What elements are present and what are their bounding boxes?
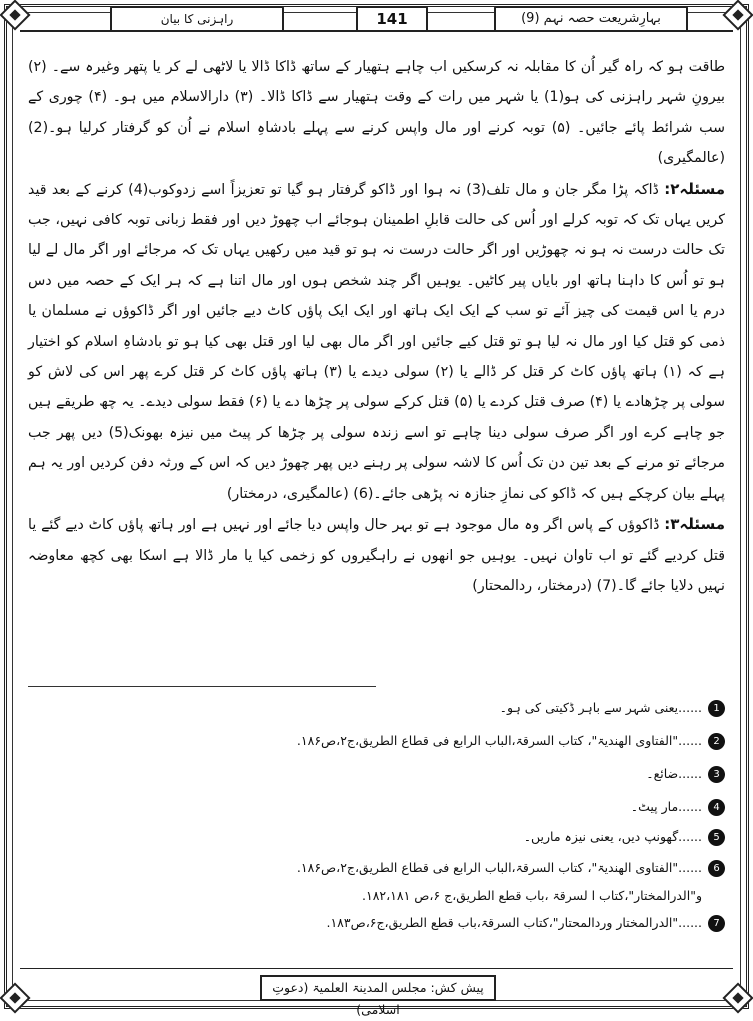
footnote-separator xyxy=(28,686,376,687)
masala-2-label: مسئلہ۲: xyxy=(664,179,725,198)
footnote-number: 7 xyxy=(708,915,725,932)
footnote-7 xyxy=(28,913,725,933)
footnote-1 xyxy=(28,698,725,718)
header-divider xyxy=(20,30,733,32)
footnote-text: ......"الدرالمختار وردالمحتار"،کتاب السرقۃ،باب قطع الطریق،ج۶،ص۱۸۳. xyxy=(326,915,702,930)
publisher-footer: پیش کش: مجلس المدینۃ العلمیۃ (دعوتِ اسلامی) xyxy=(260,975,496,1001)
masala-3-text: ڈاکوؤں کے پاس اگر وہ مال موجود ہے تو بہر حال واپس دیا جائے اور نہیں ہے اور ہاتھ پاؤں کاٹ دیے گئے یا قتل کردیے گئے تو اب تاوان نہیں۔ یوہیں جو انھوں نے راہگیروں کو زخمی کیا یا مار ڈالا ہے اسکا بھی کچھ معاوضہ نہیں دلایا جائے گا۔(7) (درمختار، ردالمحتار) xyxy=(28,517,725,594)
footnote-3 xyxy=(28,764,725,784)
footnote-text: ......"الفتاوی الھندیۃ"، کتاب السرقۃ،الباب الرابع فی قطاع الطریق،ج۲،ص۱۸۶. xyxy=(296,733,702,748)
masala-2-text: ڈاکہ پڑا مگر جان و مال تلف(3) نہ ہوا اور ڈاکو گرفتار ہو گیا تو تعزیزاً اسے زدوکوب(4) کرنے کے بعد قید کریں یہاں تک کہ توبہ کرلے اور اُس کی حالت قابلِ اطمینان ہوجائے اب چھوڑ دیں اور فقط زبانی توبہ کافی نہیں، جب تک حالت درست نہ ہو نہ چھوڑیں اور اگر حالت درست نہ ہو تو قید میں رکھیں یہاں تک کہ مرجائے اور اگر مال لے لیا ہو تو اُس کا داہنا ہاتھ اور بایاں پیر کاٹیں۔ یوہیں اگر چند شخص ہوں اور مال اتنا ہے کہ ہر ایک کے حصہ میں دس درم یا اس قیمت کی چیز آئے تو سب کے ایک ایک ہاتھ اور ایک ایک پاؤں کاٹ دیے جائیں اور اگر ڈاکوؤں نے مسلمان یا ذمی کو قتل کیا اور مال نہ لیا ہو تو قتل کیے جائیں اور اگر مال بھی لیا اور قتل بھی کیا ہو تو بادشاہِ اسلام کو اختیار ہے کہ (۱) ہاتھ پاؤں کاٹ کر قتل کر ڈالے یا (۲) سولی دیدے یا (۳) ہاتھ پاؤں کاٹ کر قتل کرے پھر اس کی لاش کو سولی پر چڑھادے یا (۴) صرف قتل کردے یا (۵) قتل کرکے سولی پر چڑھا دے یا (۶) فقط سولی دیدے۔ یہ چھ طریقے ہیں جو چاہے کرے اور اگر صرف سولی دینا چاہے تو اسے زندہ سولی پر چڑھا کر پیٹ میں نیزہ بھونک(5) دیں پھر جب مرجائے تو مرنے کے بعد تین دن تک اُس کا لاشہ سولی پر رہنے دیں پھر چھوڑ دیں کہ اس کے ورثہ دفن کردیں اور یہ ہم پہلے بیان کرچکے ہیں کہ ڈاکو کی نمازِ جنازہ نہ پڑھی جائے۔(6) (عالمگیری، درمختار) xyxy=(28,181,726,502)
footnote-5 xyxy=(28,827,725,847)
paragraph-2 xyxy=(28,174,725,509)
paragraph-1: طاقت ہو کہ راہ گیر اُن کا مقابلہ نہ کرسکیں اب چاہے ہتھیار کے ساتھ ڈاکا ڈالا یا لاٹھی لے کر یا پتھر وغیرہ سے۔ (۲) بیرونِ شہر راہزنی کی ہو(1) یا شہر میں رات کے وقت ہتھیار سے ڈاکا ڈالا۔ (۳) دارالاسلام میں ہو۔ (۴) چوری کے سب شرائط پائے جائیں۔ (۵) توبہ کرنے اور مال واپس کرنے سے پہلے بادشاہِ اسلام نے اُن کو گرفتار کرلیا ہو۔(2) (عالمگیری) xyxy=(28,59,726,167)
footnote-number: 6 xyxy=(708,860,725,877)
chapter-title: راہزنی کا بیان xyxy=(110,6,284,32)
footnote-number: 4 xyxy=(708,799,725,816)
main-text xyxy=(28,52,725,601)
footnote-text: ......"الفتاوی الھندیۃ"، کتاب السرقۃ،الباب الرابع فی قطاع الطریق،ج۲،ص۱۸۶. xyxy=(296,860,702,875)
footnote-number: 2 xyxy=(708,733,725,750)
page-number: 141 xyxy=(356,6,428,32)
footnote-text: ......یعنی شہر سے باہر ڈکیتی کی ہو۔ xyxy=(499,700,702,715)
footnote-text: ......مار پیٹ۔ xyxy=(630,799,702,814)
footnote-number: 3 xyxy=(708,766,725,783)
paragraph-3 xyxy=(28,509,725,601)
book-title: بہارِشریعت حصہ نہم (9) xyxy=(494,6,688,32)
page-header xyxy=(24,4,729,32)
footnote-4 xyxy=(28,797,725,817)
footnote-6 xyxy=(28,858,725,878)
footnote-6-continuation xyxy=(28,886,725,906)
footnote-number: 5 xyxy=(708,829,725,846)
footnote-text: و"الدرالمختار"،کتاب ا لسرقۃ ،باب قطع الطریق،ج ۶،ص ۱۸۲،۱۸۱. xyxy=(362,888,702,903)
footnote-text: ......گھونپ دیں، یعنی نیزہ ماریں۔ xyxy=(523,829,702,844)
footnote-2 xyxy=(28,731,725,751)
footnote-text: ......ضائع۔ xyxy=(646,766,702,781)
footer-divider xyxy=(20,968,733,969)
masala-3-label: مسئلہ۳: xyxy=(664,515,725,534)
footnote-number: 1 xyxy=(708,700,725,717)
